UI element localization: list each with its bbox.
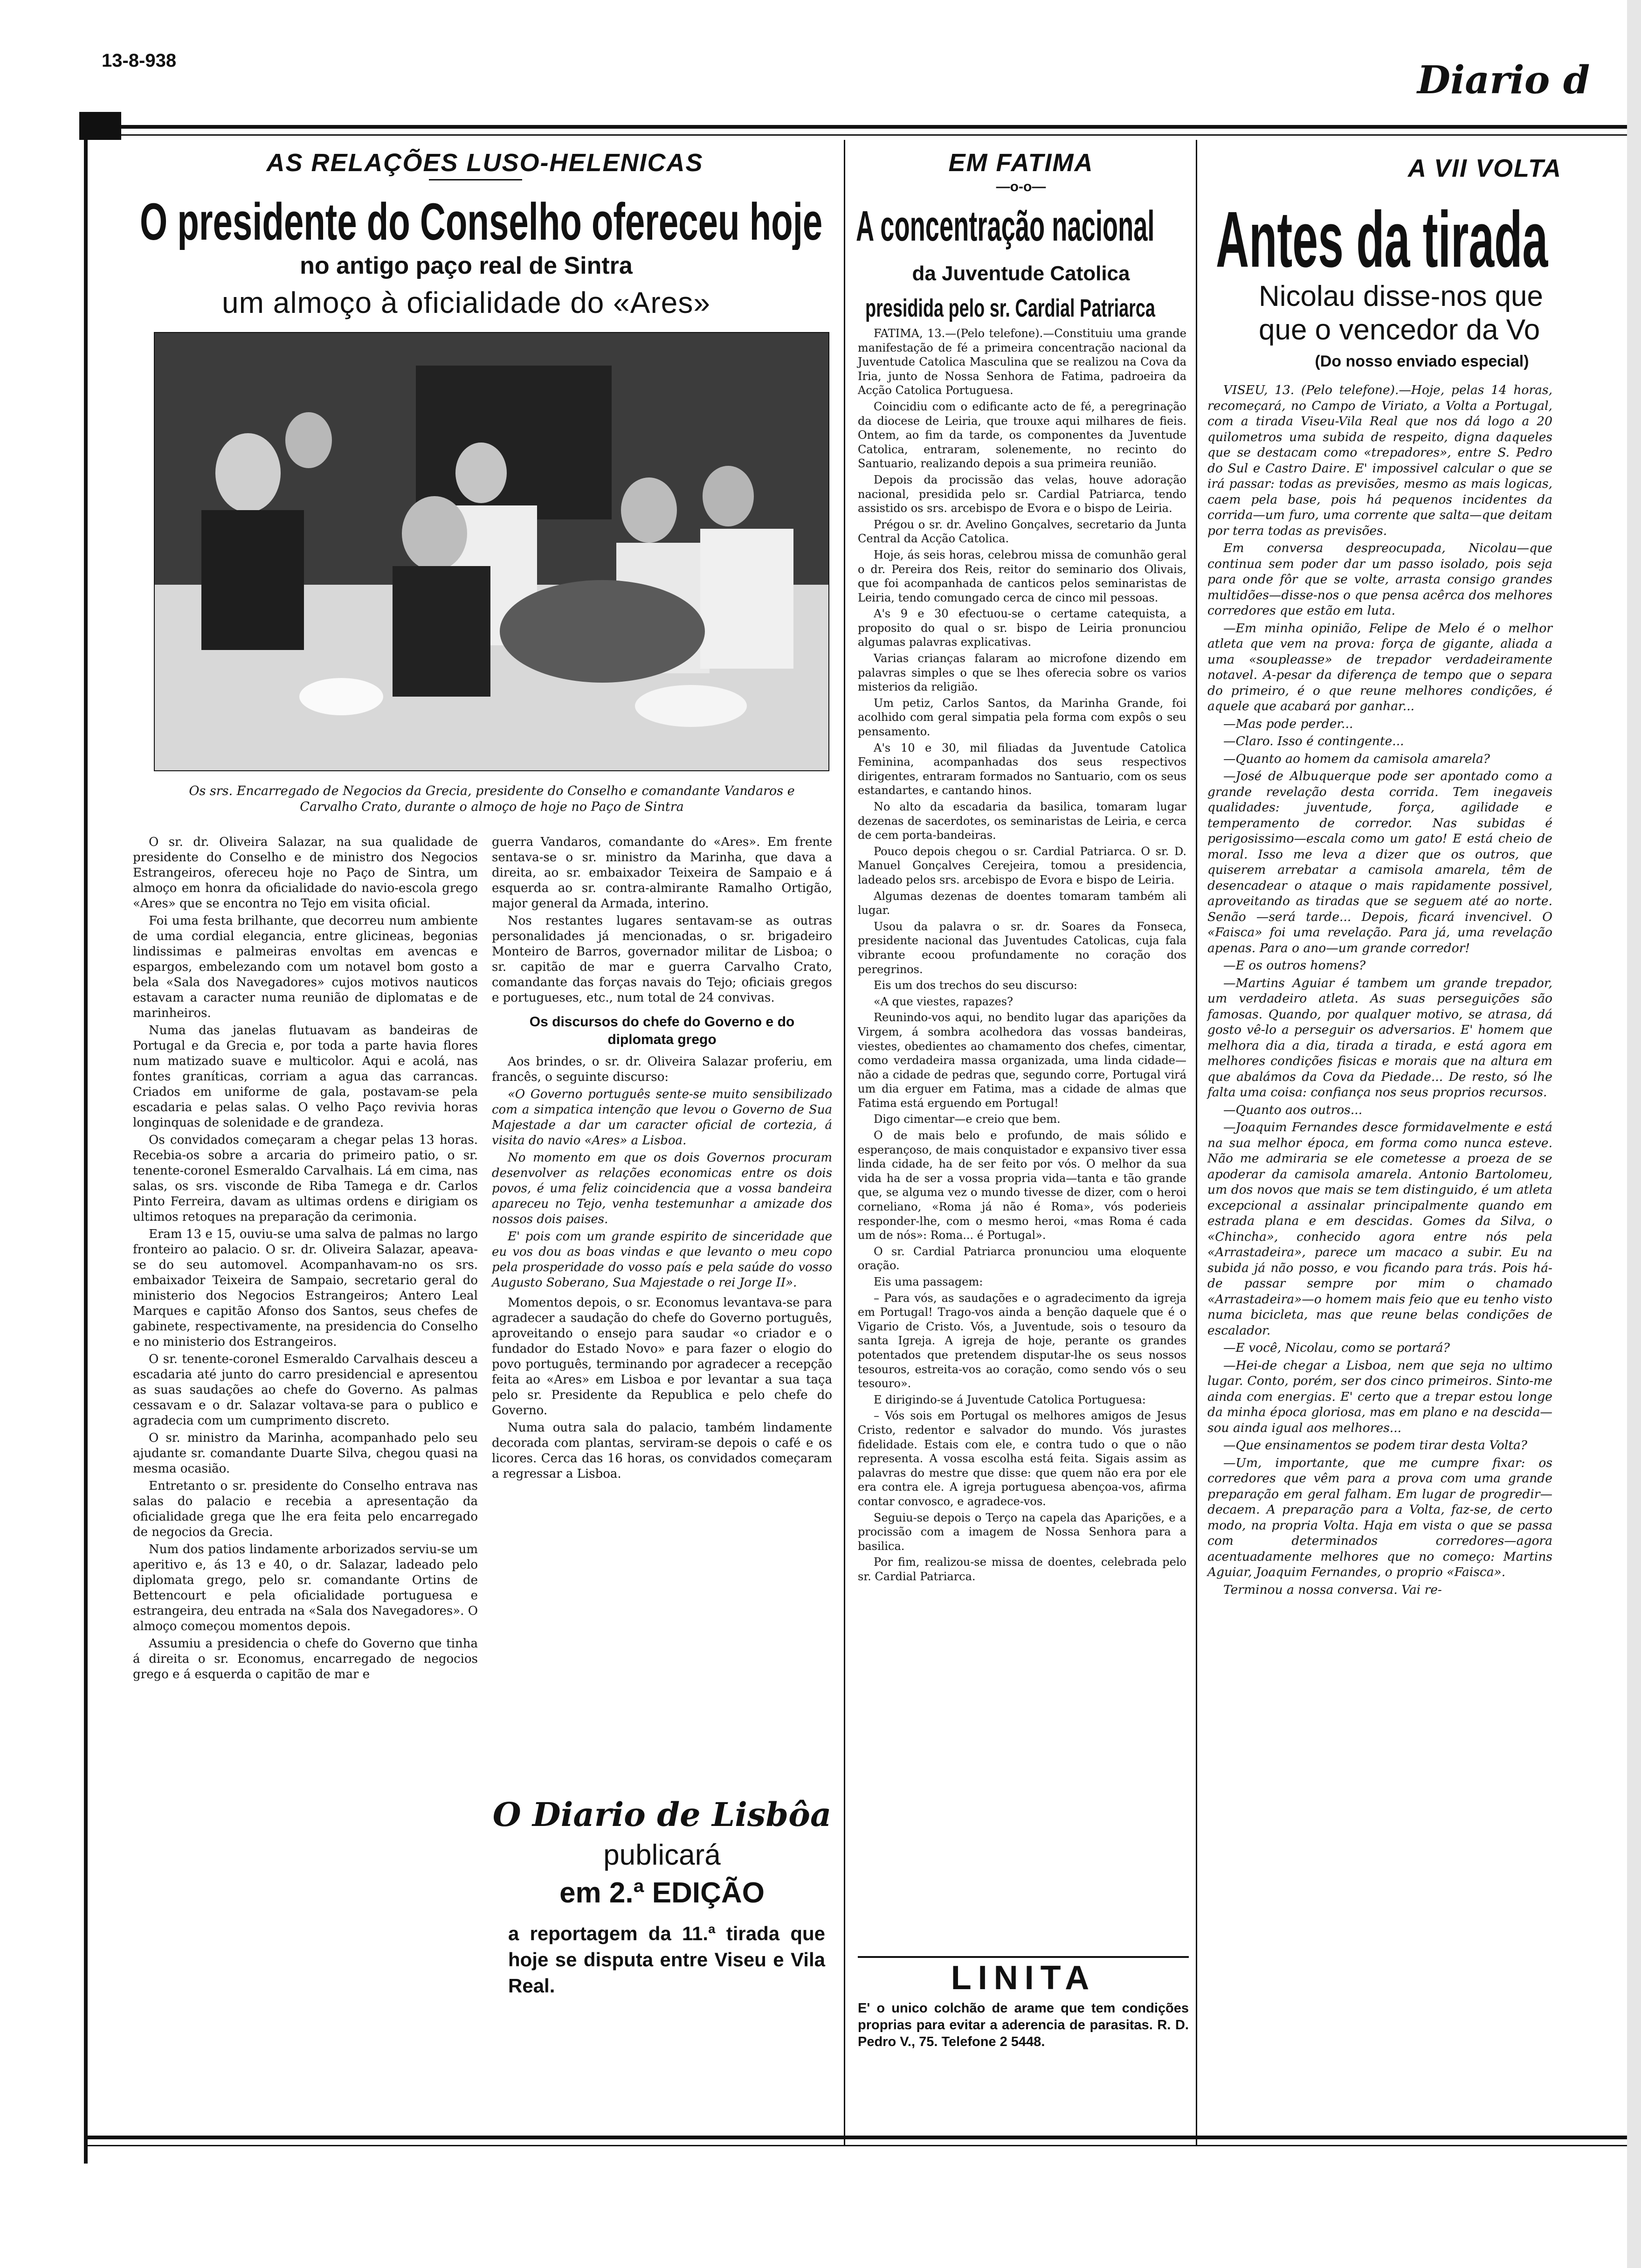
col3-subhead-line2: que o vencedor da Vo — [1259, 314, 1540, 346]
speech-after-2: Numa outra sala do palacio, também lindamente decorada com plantas, serviram-se depois o café e os licores. Cerca das 16 horas, os convidados começaram a regressar a Lisboa. — [492, 1421, 832, 1481]
top-rule-thick — [121, 125, 1641, 129]
col3-paragraph-8: —E os outros homens? — [1223, 958, 1366, 973]
bottom-rule-thin — [84, 2145, 1641, 2146]
top-rule-thin — [121, 134, 1641, 136]
col3-headline-text: Antes da tirada — [1216, 198, 1548, 282]
col2-paragraph-24: Seguiu-se depois o Terço na capela das Aparições, e a procissão com a imagem de Nossa Senhora para a basilica. — [858, 1511, 1186, 1553]
col1-paragraph-5: Eram 13 e 15, ouviu-se uma salva de palmas no largo fronteiro ao palacio. O sr. dr. Oliveira Salazar, apeava-se do seu automovel. Acompanhavam-no os srs. embaixador Teixeira de Sampaio, secretario geral do ministerio dos Negocios Estrangeiros; Antero Leal Marques e capitão Afonso dos Santos, seus chefes de gabinete, respectivamente, na presidencia do Conselho e no ministerio dos Estrangeiros. — [133, 1227, 478, 1349]
ad-masthead: O Diario de Lisbôa — [492, 1795, 832, 1834]
col3-paragraph-4: —Mas pode perder... — [1223, 716, 1353, 731]
photo-caption: Os srs. Encarregado de Negocios da Grecia, presidente do Conselho e comandante Vandaros e Carvalho Crato, durante o almoço de hoje no Paço de Sintra — [189, 784, 795, 814]
speeches-heading: Os discursos do chefe do Governo e do diplomata grego — [529, 1014, 795, 1047]
col2-paragraph-1: FATIMA, 13.—(Pelo telefone).—Constituiu uma grande manifestação de fé a primeira concentração nacional da Juventude Catolica Masculina que se realizou na Cova da Iria, junto de Nossa Senhora de Fatima, padroeira da Acção Catolica Portuguesa. — [858, 327, 1186, 397]
col2-paragraph-20: Eis uma passagem: — [874, 1275, 983, 1288]
col1-paragraph-3: Numa das janelas flutuavam as bandeiras de Portugal e da Grecia e, por toda a parte havia flores num matizado suave e multicolor. Aqui e acolá, nas fontes graníticas, corriam a agua das carrancas. Criados em uniforme de gala, postavam-se pela escadaria e pelas salas. O velho Paço revivia horas longinquas de solenidade e de grandeza. — [133, 1023, 478, 1130]
col2-paragraph-9: A's 10 e 30, mil filiadas da Juventude Catolica Feminina, acompanhadas dos seus respectivos dirigentes, entraram formados no Santuario, com os seus estandartes, e cantando hinos. — [858, 741, 1186, 797]
col1-right-paragraph-1: guerra Vandaros, comandante do «Ares». Em frente sentava-se o sr. ministro da Marinha, que dava a direita, ao sr. embaixador Teixeira de Sampaio e á esquerda ao sr. contra-almirante Ramalho Ortigão, major general da Armada, interino. — [492, 835, 832, 911]
col1-paragraph-2: Foi uma festa brilhante, que decorreu num ambiente de uma cordial elegancia, entre glicineas, begonias lindissimas e palmeiras envoltas em avencas e espargos, embelezando com um notavel bom gosto a bela «Sala dos Navegadores» cujos motivos nauticos estavam a caracter numa reunião de diplomatas e de marinheiros. — [133, 914, 478, 1020]
linita-ad-text: E' o unico colchão de arame que tem condições proprias para evitar a aderencia de parasitas. R. D. Pedro V., 75. Telefone 2 5448. — [858, 2001, 1189, 2049]
col2-paragraph-22: E dirigindo-se á Juventude Catolica Portuguesa: — [874, 1393, 1146, 1406]
col1-right-paragraph-2: Nos restantes lugares sentavam-se as outras personalidades já mencionadas, o sr. brigadeiro Monteiro de Barros, governador militar de Lisboa; o sr. capitão de mar e guerra Carvalho Crato, comandante das forças navais do Tejo; oficiais gregos e portugueses, etc., num total de 24 convivas. — [492, 914, 832, 1005]
col1-kicker-underline — [429, 179, 522, 180]
col3-paragraph-15: —Um, importante, que me cumpre fixar: os corredores que vêm para a prova com uma grande preparação em geral falham. Em lugar de progredir—decaem. A preparação para a Volta, faz-se, de certo modo, na propria Volta. Haja em vista o que se passa com determinados corredores—agora acentuadamente melhores que no começo: Martins Aguiar, Joaquim Fernandes, o proprio «Faisca». — [1207, 1455, 1552, 1579]
col2-paragraph-17: Digo cimentar—e creio que bem. — [874, 1113, 1061, 1126]
col3-kicker: A VII VOLTA — [1408, 154, 1562, 182]
col1-paragraph-8: Entretanto o sr. presidente do Conselho entrava nas salas do palacio e recebia a apresentação da oficialidade grega que lhe era feita pelo encarregado de negocios da Grecia. — [133, 1479, 478, 1539]
col3-paragraph-7: —José de Albuquerque pode ser apontado como a grande revelação desta corrida. Tem inegaveis qualidades: juventude, força, agilidade e temperamento de corredor. Nas subidas é perigosissimo—escala como um gato! E está cheio de moral. Isso me leva a dizer que os outros, que quiserem arrebatar a camisola amarela, têm de desencadear o ataque o mais rapidamente possivel, aproveitando as tiradas que se seguem até ao norte. Senão —será tarde... Depois, ficará invencivel. O «Faisca» foi uma revelação. Para já, uma revelação apenas. Para o ano—um grande corredor! — [1207, 769, 1552, 955]
issue-date: 13-8-938 — [102, 50, 177, 71]
col2-paragraph-4: Prégou o sr. dr. Avelino Gonçalves, secretario da Junta Central da Acção Catolica. — [858, 518, 1186, 546]
col2-body — [858, 326, 1186, 1585]
col3-paragraph-12: —E você, Nicolau, como se portará? — [1223, 1341, 1450, 1355]
col2-paragraph-3: Depois da procissão das velas, houve adoração nacional, presidida pelo sr. Cardial Patriarca, tendo assistido os srs. arcebispo de Evora e o bispo de Leiria. — [858, 473, 1186, 515]
ad-description: a reportagem da 11.ª tirada que hoje se disputa entre Viseu e Vila Real. — [508, 1922, 825, 1997]
col1-headline — [140, 194, 839, 250]
col3-paragraph-2: Em conversa despreocupada, Nicolau—que continua sem poder dar um passo isolado, pois seja para onde fôr que se volte, arrasta consigo grandes multidões—disse-nos o que pensa acêrca dos melhores corredores que estão em luta. — [1207, 541, 1552, 618]
col3-paragraph-13: —Hei-de chegar a Lisboa, nem que seja no ultimo lugar. Conto, porém, ser dos cinco primeiros. Sinto-me ainda com energias. E' certo que a trepar estou longe da minha época gloriosa, mas em plano e na descida—sou ainda igual aos melhores... — [1207, 1358, 1552, 1435]
col2-paragraph-5: Hoje, ás seis horas, celebrou missa de comunhão geral o dr. Pereira dos Reis, reitor do seminario dos Olivais, que foi acompanhada de canticos pelos seminaristas de Leiria, tendo comungado cerca de cinco mil pessoas. — [858, 548, 1186, 604]
col1-paragraph-10: Assumiu a presidencia o chefe do Governo que tinha á direita o sr. Economus, encarregado de negocios grego e á esquerda o capitão de mar e — [133, 1637, 478, 1681]
ad-publicara: publicará — [603, 1839, 721, 1871]
col3-paragraph-16: Terminou a nossa conversa. Vai re- — [1223, 1582, 1442, 1597]
col3-paragraph-14: —Que ensinamentos se podem tirar desta Volta? — [1223, 1438, 1528, 1452]
col1-paragraph-7: O sr. ministro da Marinha, acompanhado pelo seu ajudante sr. comandante Duarte Silva, chegou quasi na mesma ocasião. — [133, 1431, 478, 1476]
col3-paragraph-6: —Quanto ao homem da camisola amarela? — [1223, 751, 1490, 766]
col2-subhead2-text: presidida pelo sr. Cardial Patriarca — [865, 294, 1155, 322]
col3-paragraph-11: —Joaquim Fernandes desce formidavelmente e está na sua melhor época, em forma como nunca esteve. Não me admiraria se ele cometesse a proeza de se apoderar da camisola amarela. Antonio Bartolomeu, um dos novos que mais se tem distinguido, é um atleta excepcional a assinalar principalmente quando em estrada plana e em descidas. Gomes da Silva, o «Chincha», conhecido agora entre nós pela «Arrastadeira», parece um macaco a subir. Eu na subida já não posso, e vou ficando para trás. Pois há-de passar sempre por mim o chamado «Arrastadeira»—o homem mais feio que eu tenho visto numa bicicleta, mas que reune belas condições de escalador. — [1207, 1120, 1552, 1338]
column-divider-1 — [844, 140, 845, 2145]
col1-subhead: no antigo paço real de Sintra — [300, 252, 633, 279]
col2-paragraph-11: Pouco depois chegou o sr. Cardial Patriarca. O sr. D. Manuel Gonçalves Cerejeira, tomou a presidencia, ladeado pelos srs. arcebispo de Evora e bispo de Leiria. — [858, 844, 1186, 886]
col1-body-left — [133, 835, 478, 1684]
col3-headline — [1216, 198, 1641, 282]
column-divider-2 — [1196, 140, 1197, 2145]
col3-paragraph-1: VISEU, 13. (Pelo telefone).—Hoje, pelas 14 horas, recomeçará, no Campo de Viriato, a Volta a Portugal, com a tirada Viseu-Vila Real que nos dá logo a 20 quilometros uma subida de respeito, digna daqueles que se destacam como «trepadores», entre S. Pedro do Sul e Castro Daire. E' impossivel calcular o que se irá passar: todas as previsões, mesmo as mais logicas, caem pela base, pois há pequenos incidentes da corrida—um furo, uma corrente que salta—que deitam por terra todas as previsões. — [1207, 383, 1552, 538]
speech-italic-1: «O Governo português sente-se muito sensibilizado com a simpatica intenção que levou o Governo de Sua Majestade a dar um caracter oficial de cortezia, á visita do navio «Ares» a Lisboa. — [492, 1087, 832, 1148]
linita-ad-title: LINITA — [951, 1959, 1096, 1997]
left-edge-rule — [84, 112, 88, 2164]
speech-italic-3: E' pois com um grande espirito de sinceridade que eu vos dou as boas vindas e que levanto o meu copo pela prosperidade do vosso país e pela saúde do vosso Augusto Soberano, Sua Majestade o rei Jorge II». — [492, 1230, 832, 1290]
col2-headline-text: A concentração nacional — [856, 202, 1155, 250]
col1-paragraph-4: Os convidados começaram a chegar pelas 13 horas. Recebia-os sobre a arcaria do primeiro patio, o sr. tenente-coronel Esmeraldo Carvalhais. Lá em cima, nas salas, os srs. visconde de Riba Tamega e dr. Carlos Pinto Ferreira, davam as ultimas ordens e dirigiam os ultimos retoques na preparação da cerimonia. — [133, 1133, 478, 1224]
bottom-rule-thick — [84, 2136, 1641, 2139]
col2-paragraph-14: Eis um dos trechos do seu discurso: — [874, 979, 1077, 992]
ad-edition: em 2.ª EDIÇÃO — [559, 1877, 765, 1909]
col3-byline: (Do nosso enviado especial) — [1315, 353, 1529, 370]
col3-paragraph-3: —Em minha opinião, Felipe de Melo é o melhor atleta que vem na prova: força de gigante, aliada a uma «soupleasse» de trepador verdadeiramente notavel. A-pesar da diferença de tempo que o separa do primeiro, é o que reune melhores condições, é aquele que acabará por ganhar... — [1207, 621, 1552, 713]
col2-paragraph-25: Por fim, realizou-se missa de doentes, celebrada pelo sr. Cardial Patriarca. — [858, 1556, 1186, 1583]
col3-paragraph-9: —Martins Aguiar é tambem um grande trepador, um verdadeiro atleta. As suas perseguições são famosas. Quando, por qualquer motivo, se atrasa, dá gosto vê-lo a perseguir os adversarios. E' homem que melhora dia a dia, tirada a tirada, e está agora em melhores condições fisicas e morais que na altura em que abalámos da Cova da Piedade... De resto, só lhe falta uma coisa: confiança nos seus proprios recursos. — [1207, 975, 1552, 1099]
col3-subhead-line1: Nicolau disse-nos que — [1259, 280, 1544, 312]
col2-paragraph-8: Um petiz, Carlos Santos, da Marinha Grande, foi acolhido com geral simpatia pela forma com expôs o seu pensamento. — [858, 696, 1186, 739]
col2-paragraph-12: Algumas dezenas de doentes tomaram também ali lugar. — [858, 889, 1186, 917]
speech-after-1: Momentos depois, o sr. Economus levantava-se para agradecer a saudação do chefe do Governo português, aproveitando o ensejo para saudar «o criador e o fundador do Estado Novo» e para fazer o elogio do povo português, terminando por agradecer a recepção feita ao «Ares» em Lisboa e por levantar a sua taça pelo sr. Presidente da Republica e pelo chefe do Governo. — [492, 1296, 832, 1418]
col1-headline-text: O presidente do Conselho ofereceu hoje — [140, 194, 823, 250]
col1-subhead2: um almoço à oficialidade do «Ares» — [222, 286, 710, 319]
luncheon-photo — [154, 332, 829, 771]
luncheon-photo-illustration — [155, 333, 828, 770]
masthead: Diario d — [1417, 58, 1590, 103]
col1-paragraph-1: O sr. dr. Oliveira Salazar, na sua qualidade de presidente do Conselho e de ministro dos Negocios Estrangeiros, ofereceu hoje no Paço de Sintra, um almoço em honra da oficialidade do navio-escola grego «Ares» que se encontra no Tejo em visita oficial. — [133, 835, 478, 911]
col2-paragraph-15: «A que viestes, rapazes? — [874, 995, 1013, 1008]
col1-kicker: AS RELAÇÕES LUSO-HELENICAS — [266, 149, 703, 177]
col3-body — [1207, 382, 1552, 1599]
col2-paragraph-23: – Vós sois em Portugal os melhores amigos de Jesus Cristo, redentor e salvador do mundo. Vós jurastes fidelidade. Estais com ele, e contra tudo o que o não representa. A vossa escolha está feita. Sigais assim as palavras do mestre que disse: que quem não era por ele era contra ele. A igreja portuguesa abençoa-vos, afirma contar convosco, e agradece-vos. — [858, 1409, 1186, 1508]
col2-kicker: EM FATIMA — [948, 149, 1094, 177]
col2-paragraph-16: Reunindo-vos aqui, no bendito lugar das aparições da Virgem, á sombra acolhedora das vossas bandeiras, viestes, obedientes ao chamamento dos chefes, cimentar, como verdadeira massa organizada, uma linda cidade—não a cidade de pedras que, segundo corre, Portugal virá um dia erguer em Fatima, mas a cidade de almas que Fatima está erguendo em Portugal! — [858, 1011, 1186, 1110]
right-page-edge — [1627, 0, 1641, 2268]
speeches-intro: Aos brindes, o sr. dr. Oliveira Salazar proferiu, em francês, o seguinte discurso: — [492, 1055, 832, 1084]
col3-paragraph-10: —Quanto aos outros... — [1223, 1102, 1363, 1117]
col2-paragraph-6: A's 9 e 30 efectuou-se o certame catequista, a proposito do qual o sr. bispo de Leiria pronunciou algumas palavras explicativas. — [858, 607, 1186, 649]
col2-paragraph-2: Coincidiu com o edificante acto de fé, a peregrinação da diocese de Leiria, que trouxe aqui milhares de fieis. Ontem, ao fim da tarde, os componentes da Juventude Catolica, entraram, solenemente, no recinto do Santuario, realizando depois a sua primeira reunião. — [858, 400, 1186, 470]
speech-italic-2: No momento em que os dois Governos procuram desenvolver as relações economicas entre os dois povos, é uma feliz coincidencia que a vossa bandeira apareceu no Tejo, venha testemunhar a amizade dos nossos dois paises. — [492, 1151, 832, 1226]
col1-body-right — [492, 835, 832, 1484]
col2-paragraph-10: No alto da escadaria da basilica, tomaram lugar dezenas de sacerdotes, os seminaristas de Leiria, e cerca de cem porta-bandeiras. — [858, 800, 1186, 842]
col2-subhead: da Juventude Catolica — [912, 262, 1130, 285]
col1-paragraph-9: Num dos patios lindamente arborizados serviu-se um aperitivo e, ás 13 e 40, o dr. Salazar, ladeado pelo diplomata grego, pelo sr. comandante Ortins de Bettencourt e pela oficialidade portuguesa e estrangeira, deu entrada na «Sala dos Navegadores». O almoço começou momentos depois. — [133, 1542, 478, 1633]
linita-ad — [858, 1956, 1189, 2068]
col3-paragraph-5: —Claro. Isso é contingente... — [1223, 734, 1404, 748]
second-edition-ad — [490, 1795, 834, 2056]
col2-subhead2 — [865, 292, 1192, 325]
col1-paragraph-6: O sr. tenente-coronel Esmeraldo Carvalhais desceu a escadaria até junto do carro presidencial e apresentou as suas saudações ao chefe do Governo. As palmas cessavam e o dr. Salazar voltava-se para o publico e agradecia com um cumprimento discreto. — [133, 1352, 478, 1428]
col2-ornament: —o-o— — [996, 179, 1046, 194]
col2-paragraph-7: Varias crianças falaram ao microfone dizendo em palavras simples o que se lhes oferecia sobre os varios misterios da religião. — [858, 652, 1186, 694]
col2-paragraph-19: O sr. Cardial Patriarca pronunciou uma eloquente oração. — [858, 1245, 1186, 1272]
col2-headline — [856, 201, 1192, 252]
col2-paragraph-18: O de mais belo e profundo, de mais sólido e esperançoso, de mais conquistador e expansivo tiver essa linda cidade, ha de ser feito por vós. O melhor da sua vida ha de ser a vossa propria vida—tanta e tão grande que, se alguma vez o mundo tivesse de dizer, com o heroi corneliano, «Roma já não é Roma», vós poderieis responder-lhe, com o mesmo heroi, «mas Roma é cada um de nós»: Roma... é Portugal». — [858, 1129, 1186, 1242]
col2-paragraph-21: – Para vós, as saudações e o agradecimento da igreja em Portugal! Trago-vos ainda a benção daquele que é o Vigario de Cristo. Vós, a Juventude, sois o tesouro da santa Igreja. A igreja de hoje, perante os grandes potentados que pretendem disputar-lhe os seus nossos tesouros, estreita-vos ao coração, como sendo vós o seu tesouro». — [858, 1291, 1186, 1390]
col2-paragraph-13: Usou da palavra o sr. dr. Soares da Fonseca, presidente nacional das Juventudes Catolicas, cuja fala vibrante ecoou profundamente no coração dos peregrinos. — [858, 920, 1186, 976]
